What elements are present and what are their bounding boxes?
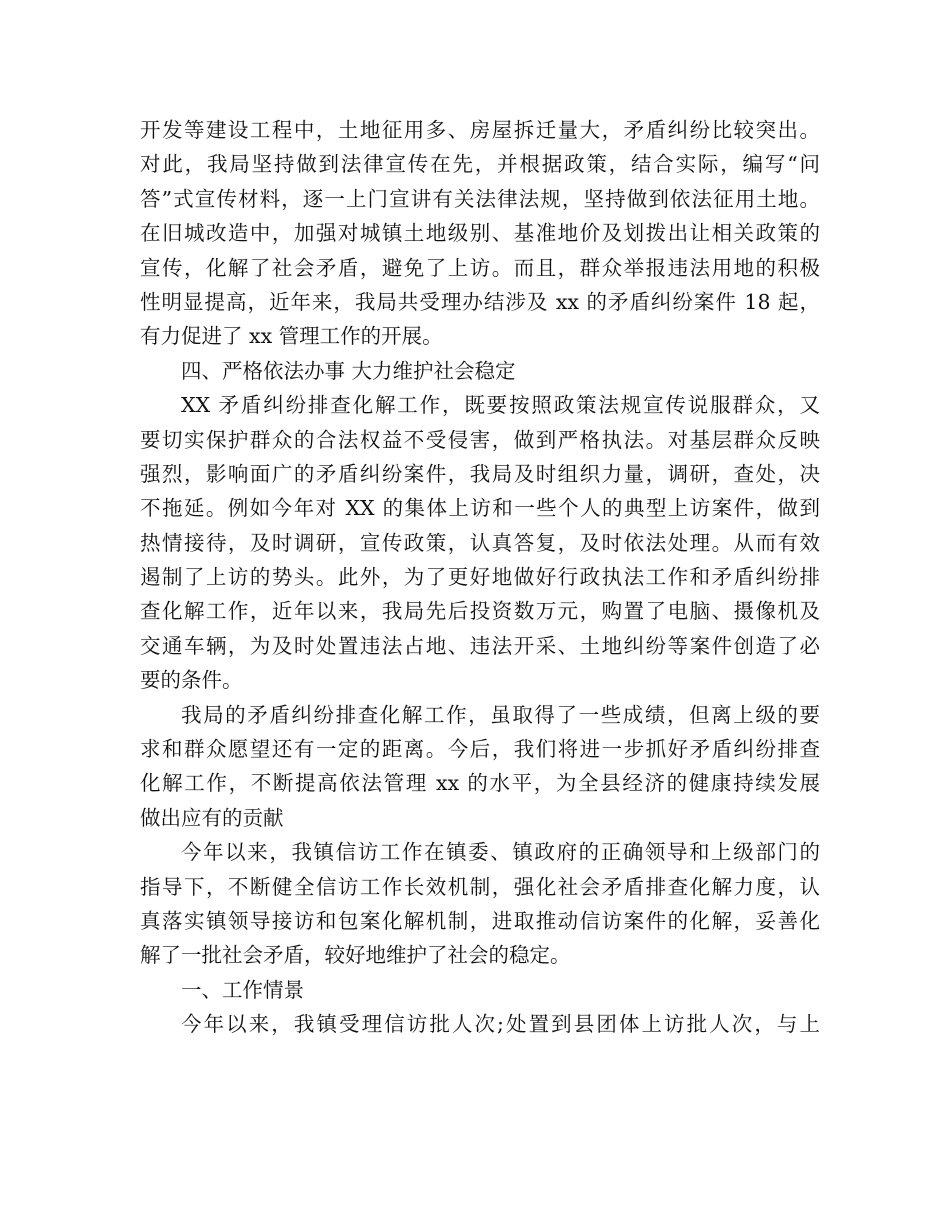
text-line: 强烈，影响面广的矛盾纠纷案件，我局及时组织力量，调研，查处，决 (140, 461, 820, 486)
text-line: 要切实保护群众的合法权益不受侵害，做到严格执法。对基层群众反映 (140, 427, 820, 452)
text-line: 查化解工作，近年以来，我局先后投资数万元，购置了电脑、摄像机及 (140, 599, 820, 624)
text-line: 开发等建设工程中，土地征用多、房屋拆迁量大，矛盾纠纷比较突出。 (140, 118, 820, 142)
text-line: 我局的矛盾纠纷排查化解工作，虽取得了一些成绩，但离上级的要 (181, 702, 820, 727)
text-line: XX 矛盾纠纷排查化解工作，既要按照政策法规宣传说服群众，又 (181, 393, 820, 418)
text-line: 热情接待，及时调研，宣传政策，认真答复，及时依法处理。从而有效 (140, 530, 820, 555)
text-line: 今年以来，我镇受理信访批人次;处置到县团体上访批人次，与上 (181, 1012, 820, 1037)
text-line: 对此，我局坚持做到法律宣传在先，并根据政策，结合实际，编写“问 (140, 152, 820, 177)
text-line: 宣传，化解了社会矛盾，避免了上访。而且，群众举报违法用地的积极 (140, 255, 820, 280)
text-line: 做出应有的贡献 (140, 805, 284, 830)
text-line: 性明显提高，近年来，我局共受理办结涉及 xx 的矛盾纠纷案件 18 起， (140, 289, 820, 314)
text-line: 答”式宣传材料，逐一上门宣讲有关法律法规，坚持做到依法征用土地。 (140, 186, 820, 211)
text-line: 解了一批社会矛盾，较好地维护了社会的稳定。 (140, 943, 571, 968)
text-line: 求和群众愿望还有一定的距离。今后，我们将进一步抓好矛盾纠纷排查 (140, 737, 820, 762)
text-line: 今年以来，我镇信访工作在镇委、镇政府的正确领导和上级部门的 (181, 840, 820, 865)
text-line: 在旧城改造中，加强对城镇土地级别、基准地价及划拨出让相关政策的 (140, 221, 820, 246)
document-body (140, 113, 820, 1042)
text-line: 化解工作，不断提高依法管理 xx 的水平，为全县经济的健康持续发展 (140, 771, 820, 796)
text-line: 一、工作情景 (181, 977, 304, 1002)
text-line: 不拖延。例如今年对 XX 的集体上访和一些个人的典型上访案件，做到 (140, 496, 820, 521)
text-line: 有力促进了 xx 管理工作的开展。 (140, 324, 443, 349)
text-line: 交通车辆，为及时处置违法占地、违法开采、土地纠纷等案件创造了必 (140, 633, 820, 658)
text-line: 四、严格依法办事 大力维护社会稳定 (181, 358, 516, 383)
text-line: 要的条件。 (140, 668, 243, 693)
text-line: 真落实镇领导接访和包案化解机制，进取推动信访案件的化解，妥善化 (140, 908, 820, 933)
text-line: 遏制了上访的势头。此外，为了更好地做好行政执法工作和矛盾纠纷排 (140, 565, 820, 590)
text-line: 指导下，不断健全信访工作长效机制，强化社会矛盾排查化解力度，认 (140, 874, 820, 899)
